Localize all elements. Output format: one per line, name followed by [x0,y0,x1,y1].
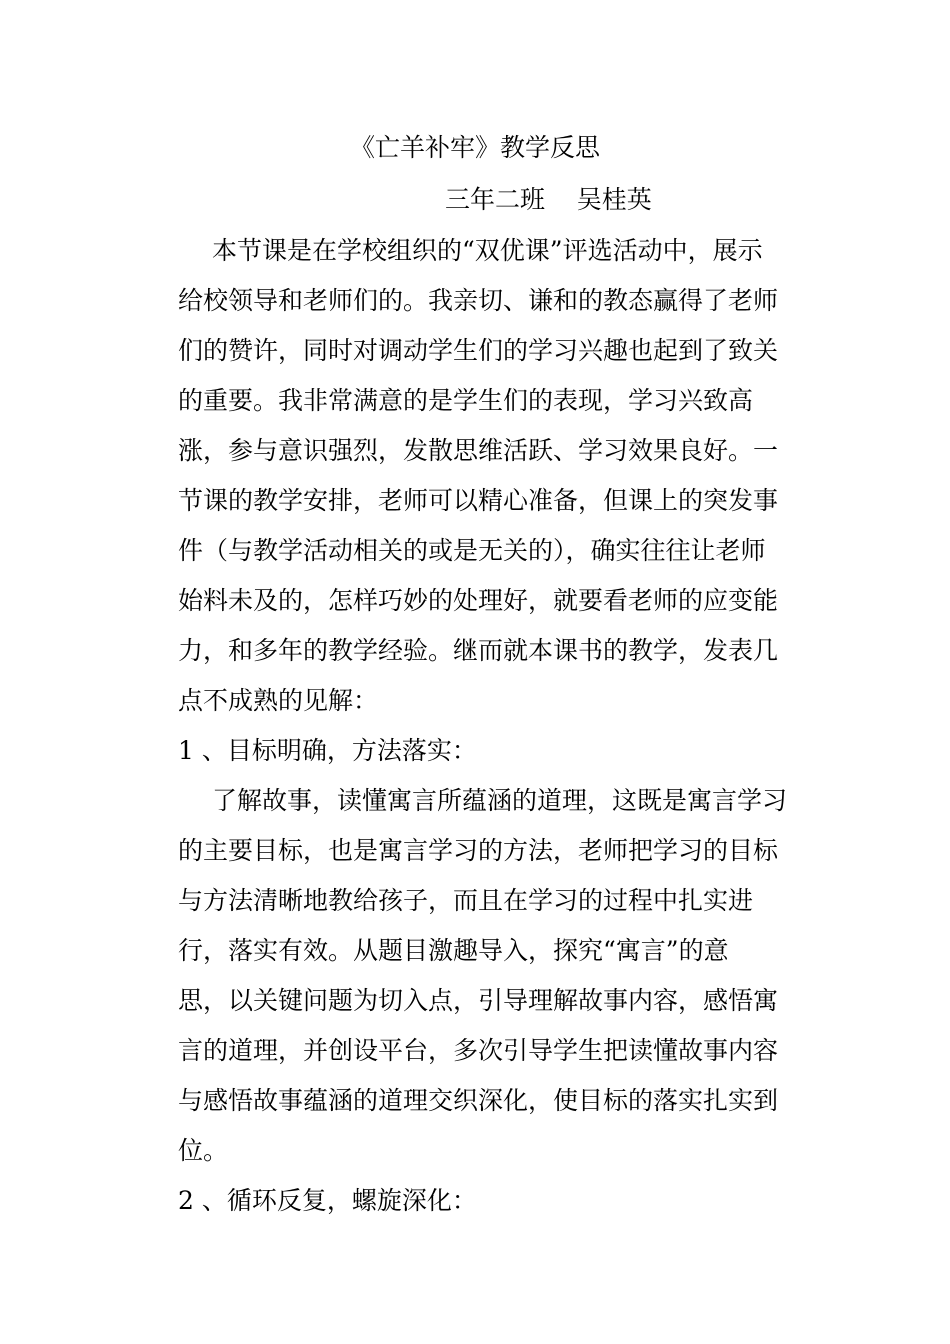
paragraph-line: 们的赞许，同时对调动学生们的学习兴趣也起到了致关 [178,336,779,365]
document-title: 《亡羊补牢》教学反思 [349,133,600,162]
paragraph-line: 与方法清晰地教给孩子，而且在学习的过程中扎实进 [178,886,754,915]
paragraph-line: 言的道理，并创设平台，多次引导学生把读懂故事内容 [178,1036,779,1065]
paragraph-line: 涨，参与意识强烈，发散思维活跃、学习效果良好。一 [178,436,779,465]
paragraph-line: 的主要目标，也是寓言学习的方法，老师把学习的目标 [178,836,779,865]
paragraph-line: 的重要。我非常满意的是学生们的表现，学习兴致高 [178,386,754,415]
document-body [178,226,818,1226]
paragraph-line: 节课的教学安排，老师可以精心准备，但课上的突发事 [178,486,779,515]
paragraph-line: 本节课是在学校组织的“双优课”评选活动中，展示 [212,236,763,265]
paragraph-line: 始料未及的，怎样巧妙的处理好，就要看老师的应变能 [178,586,779,615]
paragraph-line: 给校领导和老师们的。我亲切、谦和的教态赢得了老师 [178,286,779,315]
paragraph-line: 力，和多年的教学经验。继而就本课书的教学，发表几 [178,636,779,665]
paragraph-line: 了解故事，读懂寓言所蕴涵的道理，这既是寓言学习 [212,786,788,815]
paragraph-line: 点不成熟的见解： [178,686,379,715]
paragraph-line: 位。 [178,1136,229,1165]
paragraph-line: 思，以关键问题为切入点，引导理解故事内容，感悟寓 [178,986,779,1015]
section-heading: 2 、循环反复，螺旋深化： [178,1186,477,1215]
section-heading: 1 、目标明确，方法落实： [178,736,477,765]
paragraph-line: 件（与教学活动相关的或是无关的），确实往往让老师 [178,536,766,565]
paragraph-line: 与感悟故事蕴涵的道理交织深化，使目标的落实扎实到 [178,1086,779,1115]
author-line: 三年二班 吴桂英 [445,185,652,214]
paragraph-line: 行，落实有效。从题目激趣导入，探究“寓言”的意 [178,936,729,965]
